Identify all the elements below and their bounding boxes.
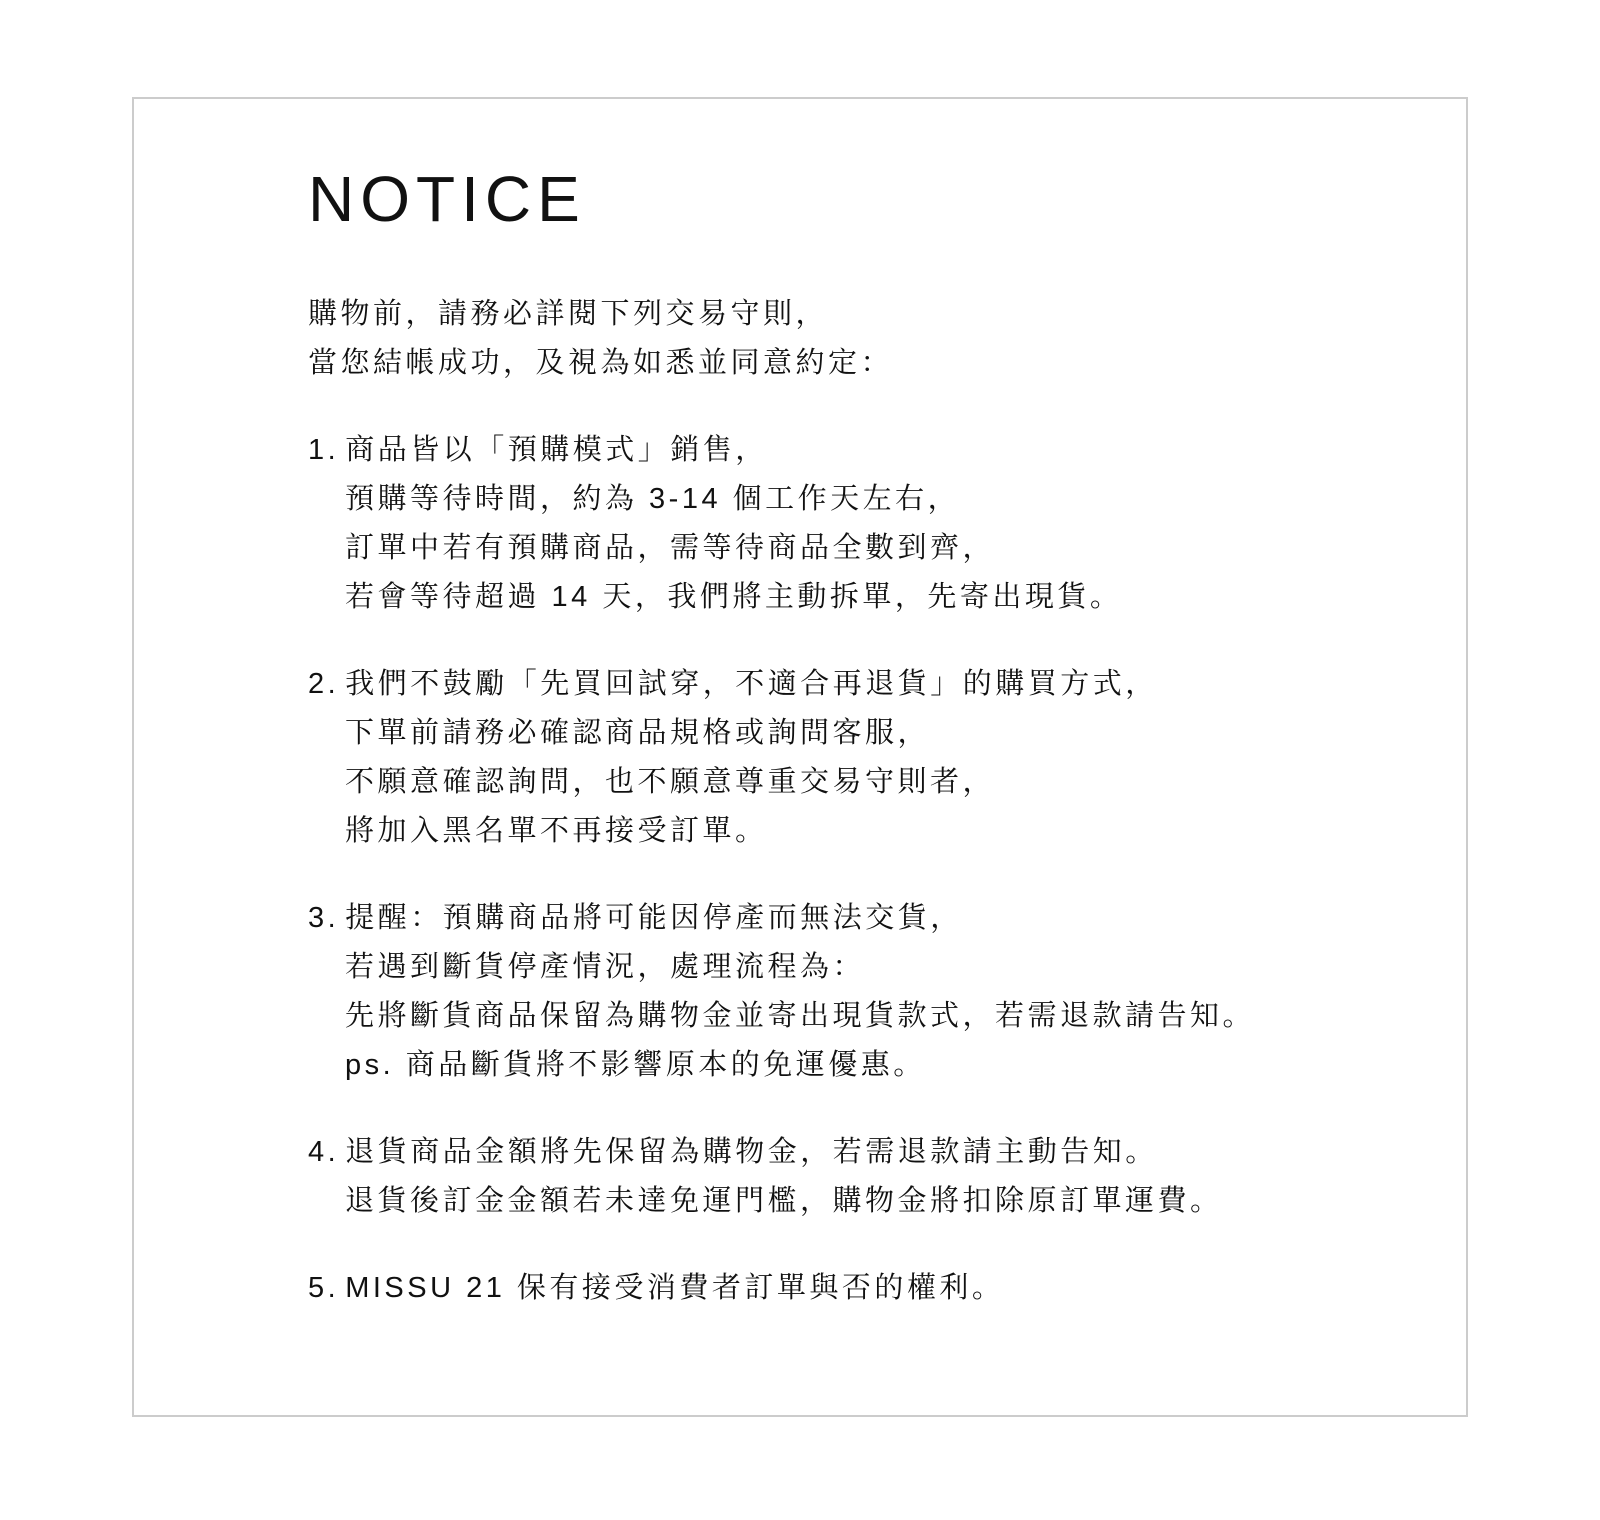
section-line: 將加入黑名單不再接受訂單。 bbox=[345, 814, 768, 847]
intro-line: 當您結帳成功，及視為如悉並同意約定： bbox=[308, 346, 894, 379]
section-number: 4. bbox=[308, 1135, 340, 1168]
section-number: 3. bbox=[308, 901, 340, 934]
notice-content bbox=[134, 99, 1466, 1313]
section-first-line bbox=[308, 1128, 1426, 1177]
section-line: 若遇到斷貨停產情況，處理流程為： bbox=[345, 950, 866, 983]
section-line: 若會等待超過 14 天，我們將主動拆單，先寄出現貨。 bbox=[345, 580, 1123, 613]
section-line: 退貨商品金額將先保留為購物金，若需退款請主動告知。 bbox=[345, 1135, 1158, 1168]
notice-card bbox=[132, 97, 1468, 1417]
section-number: 2. bbox=[308, 667, 340, 700]
section-number: 1. bbox=[308, 433, 340, 466]
section-first-line bbox=[308, 660, 1426, 709]
section-returns-policy bbox=[308, 660, 1426, 856]
section-line: 我們不鼓勵「先買回試穿，不適合再退貨」的購買方式， bbox=[345, 667, 1158, 700]
section-line: 訂單中若有預購商品，需等待商品全數到齊， bbox=[345, 531, 996, 564]
section-line: MISSU 21 保有接受消費者訂單與否的權利。 bbox=[345, 1271, 1005, 1304]
section-refund bbox=[308, 1128, 1426, 1226]
section-line: 商品皆以「預購模式」銷售， bbox=[345, 433, 768, 466]
section-first-line bbox=[308, 426, 1426, 475]
section-number: 5. bbox=[308, 1271, 340, 1304]
section-line: 預購等待時間，約為 3-14 個工作天左右， bbox=[345, 482, 961, 515]
section-line: 退貨後訂金金額若未達免運門檻，購物金將扣除原訂單運費。 bbox=[345, 1184, 1223, 1217]
section-line: 不願意確認詢問，也不願意尊重交易守則者， bbox=[345, 765, 996, 798]
section-discontinued bbox=[308, 894, 1426, 1090]
section-rights bbox=[308, 1264, 1426, 1313]
section-first-line bbox=[308, 1264, 1426, 1313]
section-line: 提醒：預購商品將可能因停產而無法交貨， bbox=[345, 901, 963, 934]
intro-paragraph bbox=[308, 290, 1426, 388]
section-line: 下單前請務必確認商品規格或詢問客服， bbox=[345, 716, 931, 749]
section-line: ps. 商品斷貨將不影響原本的免運優惠。 bbox=[345, 1048, 926, 1081]
section-line: 先將斷貨商品保留為購物金並寄出現貨款式，若需退款請告知。 bbox=[345, 999, 1256, 1032]
section-first-line bbox=[308, 894, 1426, 943]
section-preorder bbox=[308, 426, 1426, 622]
page-title: NOTICE bbox=[308, 163, 586, 235]
intro-line: 購物前，請務必詳閱下列交易守則， bbox=[308, 297, 829, 330]
